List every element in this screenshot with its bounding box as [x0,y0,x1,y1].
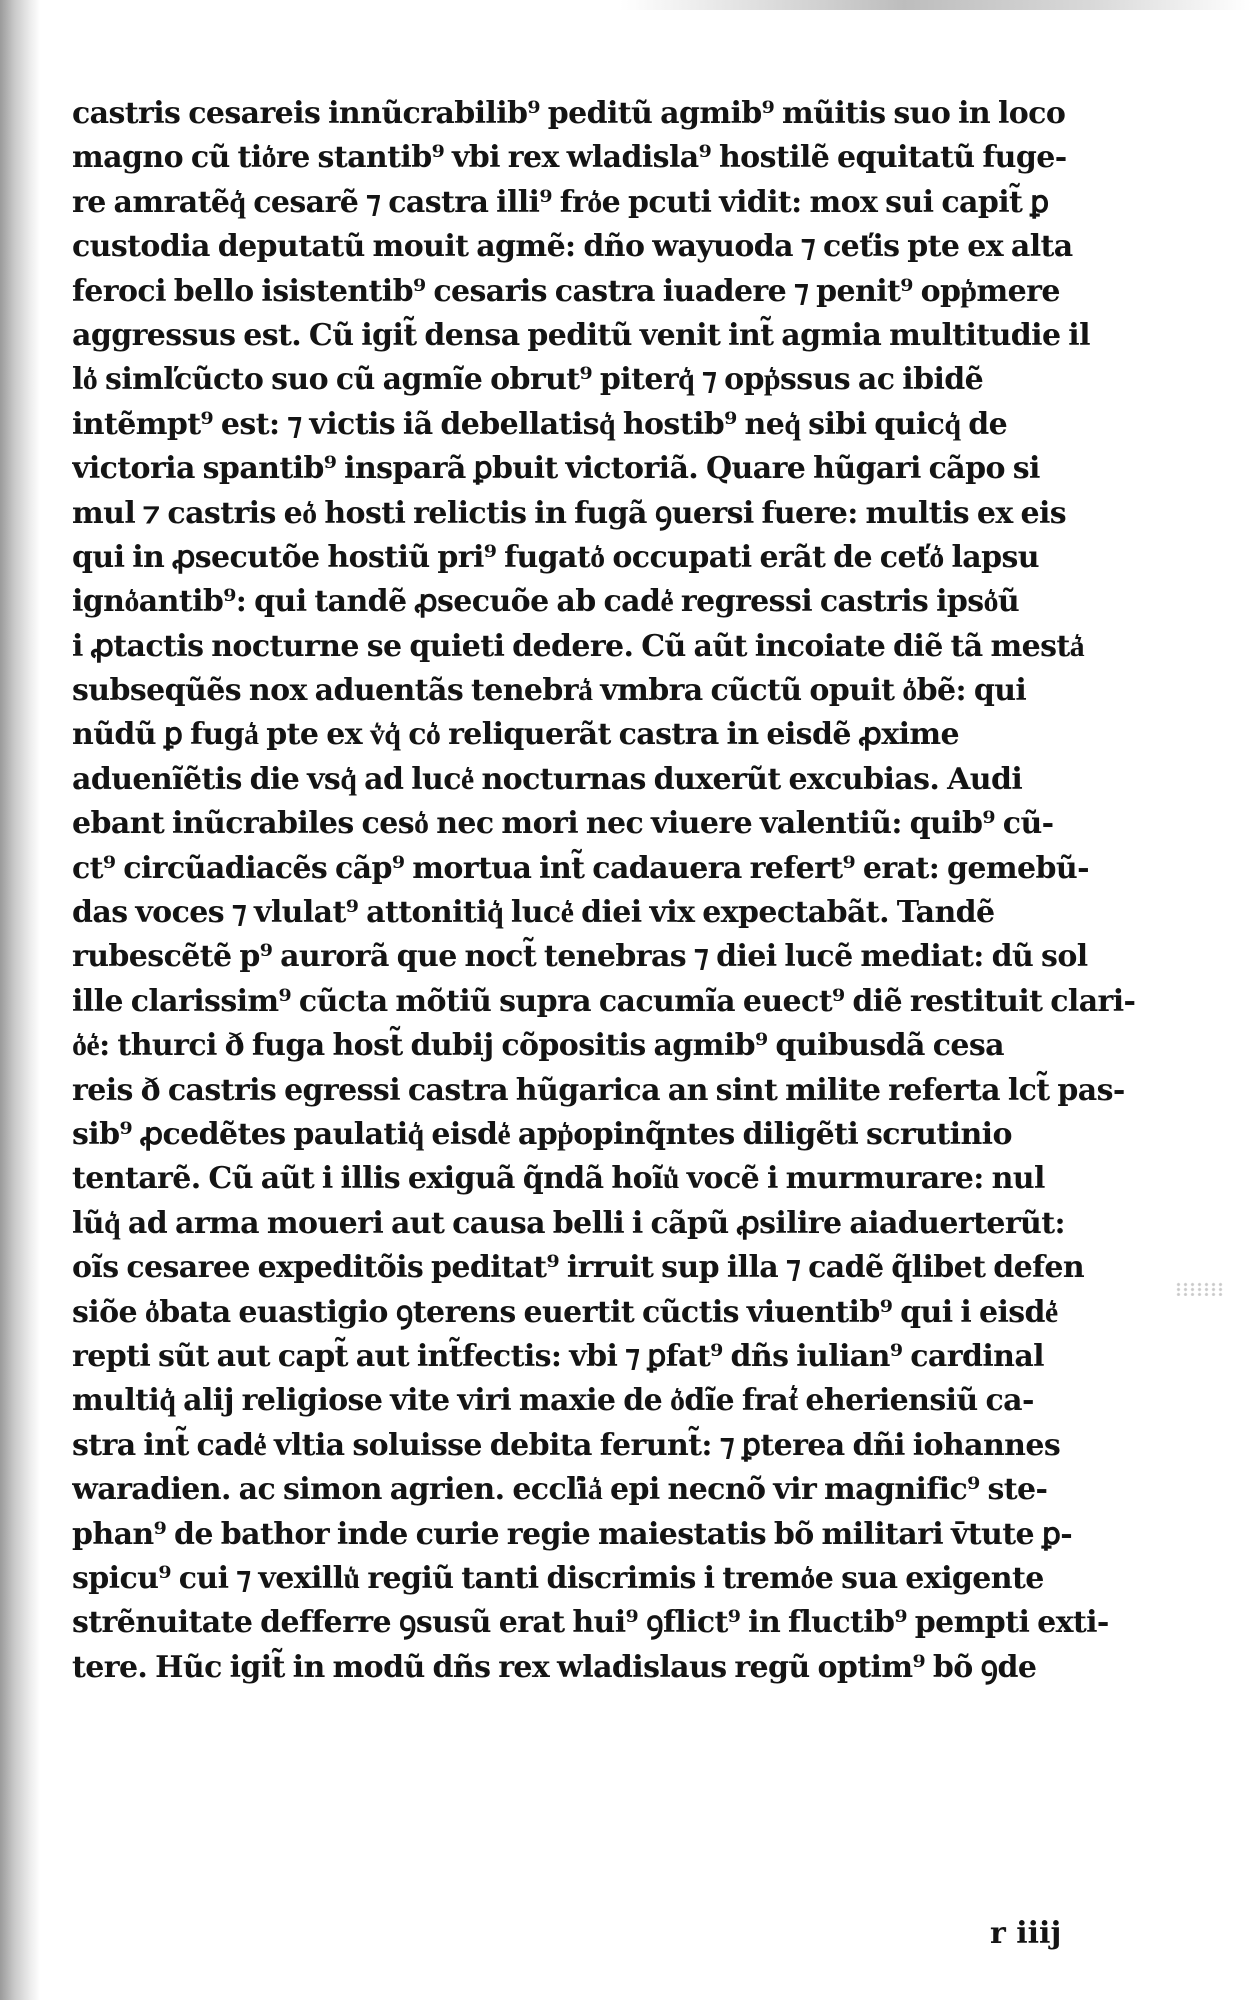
text-line: rubescẽtẽ p⁹ aurorã que noct̃ tenebras ⁊ diei lucẽ mediat: dũ sol [72,939,1088,975]
text-line: spicu⁹ cui ⁊ vexillu͛ regiũ tanti discrimis i tremo͛e sua exigente [72,1560,1044,1596]
margin-speck [1175,1282,1225,1296]
text-line: custodia deputatũ mouit agmẽ: dño wayuoda ⁊ ceťis pte ex alta [72,229,1073,265]
text-line: feroci bello isistentib⁹ cesaris castra iuadere ⁊ penit⁹ opp͛mere [72,273,1060,309]
text-line: mul ⁊ castris eo͛ hosti relictis in fugã ꝯuersi fuere: multis ex eis [72,495,1067,531]
text-line: phan⁹ de bathor inde curie regie maiestatis bõ militari v̄tute ꝑ- [72,1516,1073,1552]
text-line: tentarẽ. Cũ aũt i illis exiguã q̃ndã hoĩu͛ vocẽ i murmurare: nul [72,1161,1045,1197]
text-line: o͛e͛: thurci ð fuga host̃ dubij cõpositis agmib⁹ quibusdã cesa [72,1028,1004,1064]
text-line: qui in ꝓsecutõe hostiũ pri⁹ fugato͛ occupati erãt de ceťo͛ lapsu [72,539,1039,575]
text-line: waradien. ac simon agrien. eccľia͛ epi necnõ vir magnific⁹ ste- [72,1472,1048,1508]
text-line: lo͛ simľcũcto suo cũ agmĩe obrut⁹ piterq͛ ⁊ opp͛ssus ac ibidẽ [72,362,984,398]
text-line: intẽmpt⁹ est: ⁊ victis iã debellatisq͛ hostib⁹ neq͛ sibi quicq͛ de [72,406,1008,442]
text-line: siõe o͛bata euastigio ꝯterens euertit cũctis viuentib⁹ qui i eisde͛ [72,1294,1058,1330]
text-line: repti sũt aut capt̃ aut int̃fectis: vbi ⁊ ꝑfat⁹ dñs iulian⁹ cardinal [72,1338,1044,1374]
text-line: re amratẽq͛ cesarẽ ⁊ castra illi⁹ fro͛e pcuti vidit: mox sui capit̃ ꝑ [72,184,1049,220]
text-line: magno cũ tio͛re stantib⁹ vbi rex wladisla⁹ hostilẽ equitatũ fuge- [72,140,1067,176]
text-line: i ꝓtactis nocturne se quieti dedere. Cũ aũt incoiate diẽ tã mesta͛ [72,628,1085,664]
text-line: reis ð castris egressi castra hũgarica an sint milite referta lct̃ pas- [72,1072,1125,1108]
text-line: victoria spantib⁹ insparã ꝑbuit victoriã. Quare hũgari cãpo si [72,451,1040,487]
text-line: tere. Hũc igit̃ in modũ dñs rex wladislaus regũ optim⁹ bõ ꝯde [72,1649,1037,1685]
scan-shadow-left [0,0,40,2000]
text-line: castris cesareis innũcrabilib⁹ peditũ agmib⁹ mũitis suo in loco [72,96,1066,131]
signature-mark: r iiij [990,1916,1062,1951]
text-line: sib⁹ ꝓcedẽtes paulatiq͛ eisde͛ app͛opinq̃ntes diligẽti scrutinio [72,1116,1012,1152]
text-line: lũq͛ ad arma moueri aut causa belli i cãpũ ꝓsilire aiaduerterũt: [72,1205,1065,1241]
text-line: multiq͛ alij religiose vite viri maxie de o͛dĩe frat͛ eheriensiũ ca- [72,1383,1034,1419]
text-block [72,92,1162,1690]
text-line: aduenĩẽtis die vsq͛ ad luce͛ nocturnas duxerũt excubias. Audi [72,761,1023,797]
text-line: strẽnuitate defferre ꝯsusũ erat hui⁹ ꝯflict⁹ in fluctib⁹ pempti exti- [72,1605,1109,1641]
text-line: ebant inũcrabiles ceso͛ nec mori nec viuere valentiũ: quib⁹ cũ- [72,806,1054,842]
text-line: nũdũ ꝑ fuga͛ pte ex v͛q͛ co͛ reliquerãt castra in eisdẽ ꝓxime [72,717,960,753]
text-line: stra int̃ cade͛ vltia soluisse debita ferunt̃: ⁊ ꝑterea dñi iohannes [72,1427,1061,1463]
text-line: igno͛antib⁹: qui tandẽ ꝓsecuõe ab cade͛ regressi castris ipso͛ũ [72,584,1020,620]
text-line: subseqũẽs nox aduentãs tenebra͛ vmbra cũctũ opuit o͛bẽ: qui [72,673,1027,709]
text-line: das voces ⁊ vlulat⁹ attonitiq͛ luce͛ diei vix expectabãt. Tandẽ [72,895,995,931]
text-line: aggressus est. Cũ igit̃ densa peditũ venit int̃ agmia multitudie il [72,317,1090,353]
text-line: ille clarissim⁹ cũcta mõtiũ supra cacumĩa euect⁹ diẽ restituit clari- [72,983,1136,1019]
scan-shadow-top [620,0,1251,10]
text-line: oĩs cesaree expeditõis peditat⁹ irruit sup illa ⁊ cadẽ q̃libet defen [72,1250,1085,1286]
text-line: ct⁹ circũadiacẽs cãp⁹ mortua int̃ cadauera refert⁹ erat: gemebũ- [72,850,1089,886]
